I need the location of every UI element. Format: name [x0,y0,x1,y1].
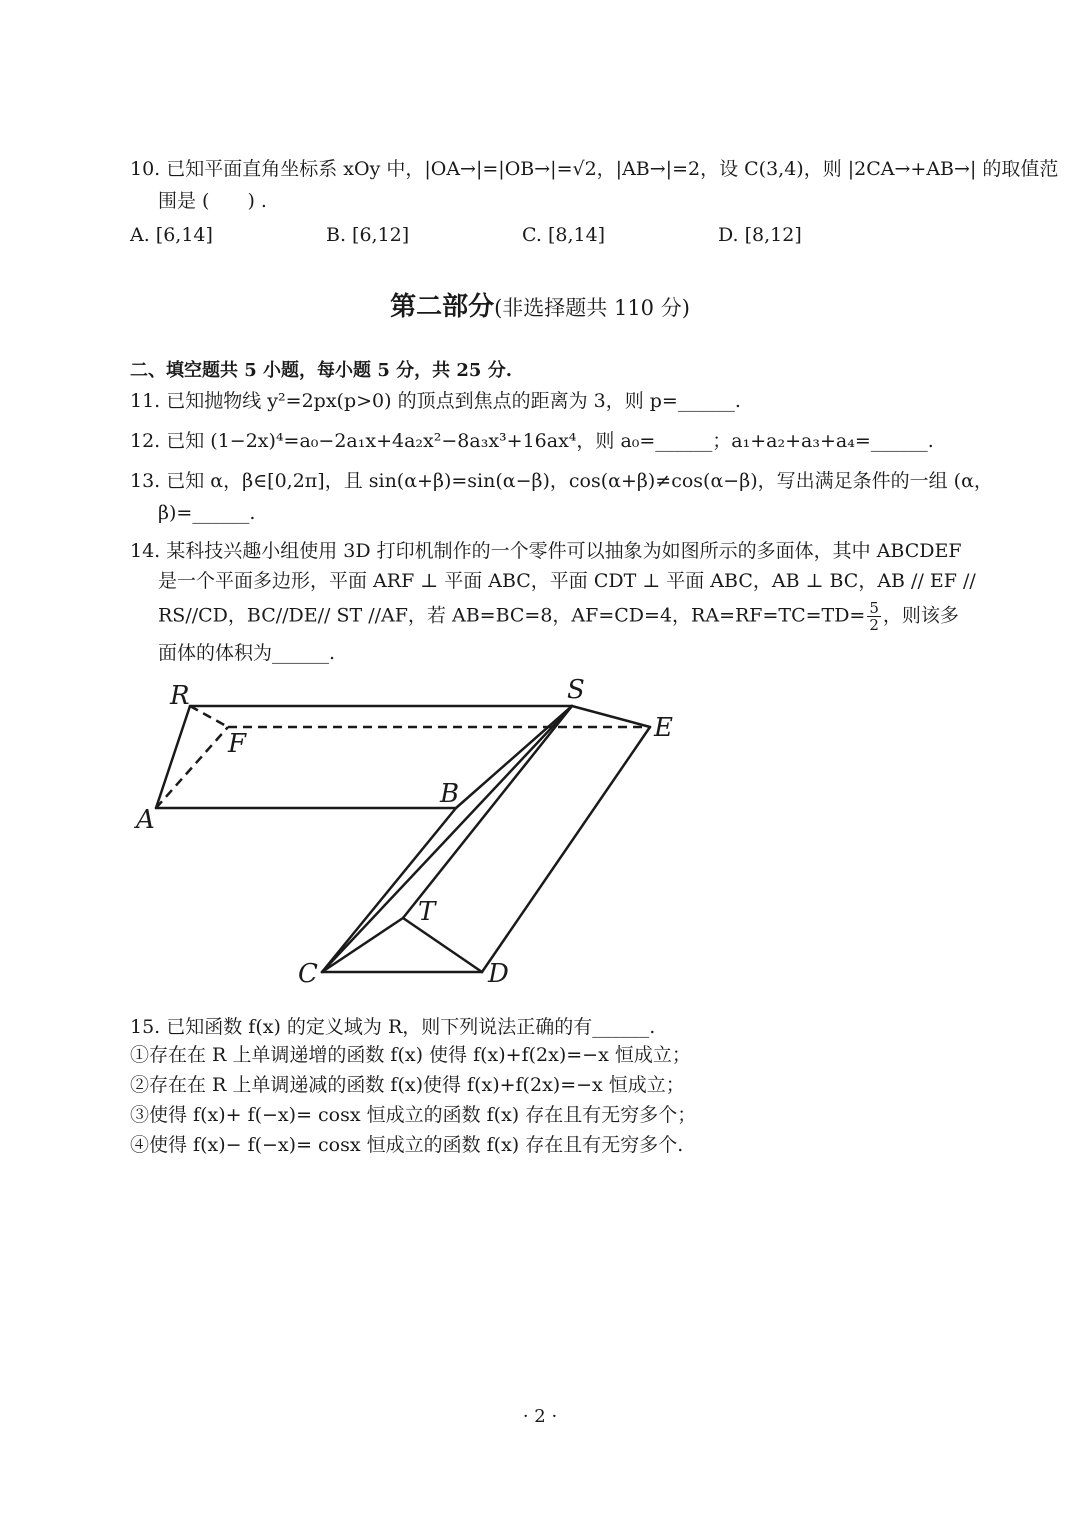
part2-subtitle: (非选择题共 110 分) [494,296,690,320]
q10-line2: 围是 ( ) . [158,190,267,212]
q10-option-b: B. [6,12] [326,224,410,246]
edge-af-hidden [156,727,228,808]
q13-line1: 13. 已知 α，β∈[0,2π]，且 sin(α+β)=sin(α−β)，cos(α+β)≠cos(α−β)，写出满足条件的一组 (α， [130,470,993,492]
part2-title-main: 第二部分 [390,292,495,322]
q13-line2: β)=______. [158,502,256,524]
label-t: T [418,897,436,927]
edge-st [403,706,572,918]
edge-rf-hidden [190,706,228,727]
q15-item: ④使得 f(x)− f(−x)= cosx 恒成立的函数 f(x) 存在且有无穷多个. [130,1134,684,1156]
label-a: A [136,805,155,835]
section2-heading: 二、填空题共 5 小题，每小题 5 分，共 25 分. [130,360,512,381]
q10-option-d: D. [8,12] [718,224,802,246]
label-f: F [228,729,247,759]
edge-tc [322,918,403,972]
q15-item: ③使得 f(x)+ f(−x)= cosx 恒成立的函数 f(x) 存在且有无穷多个； [130,1104,697,1126]
label-s: S [567,675,585,705]
q10-line1: 10. 已知平面直角坐标系 xOy 中，|OA→|=|OB→|=√2，|AB→|=2，设 C(3,4)，则 |2CA→+AB→| 的取值范 [130,158,1059,180]
label-b: B [440,779,460,809]
q14-line2: 是一个平面多边形，平面 ARF ⊥ 平面 ABC，平面 CDT ⊥ 平面 ABC，AB ⊥ BC，AB // EF // [158,570,976,592]
q10-option-a: A. [6,14] [130,224,213,246]
edge-sb [456,706,572,808]
page-number: · 2 · [522,1406,558,1427]
fraction-denominator: 2 [869,616,879,634]
edge-td [403,918,482,972]
q15-stem: 15. 已知函数 f(x) 的定义域为 R，则下列说法正确的有______. [130,1016,656,1038]
q11: 11. 已知抛物线 y²=2px(p>0) 的顶点到焦点的距离为 3，则 p=______. [130,390,741,412]
label-r: R [170,681,190,711]
q14-line3-pre: RS//CD，BC//DE// ST //AF，若 AB=BC=8，AF=CD=4，RA=RF=TC=TD= [158,604,866,627]
q12: 12. 已知 (1−2x)⁴=a₀−2a₁x+4a₂x²−8a₃x³+16ax⁴，则 a₀=______；a₁+a₂+a₃+a₄=______. [130,430,934,452]
label-c: C [298,959,318,989]
q14-line3-post: ，则该多 [882,604,959,627]
q14-line4: 面体的体积为______. [158,642,336,664]
label-e: E [654,713,673,743]
edge-ra [156,706,190,808]
label-d: D [488,959,509,989]
q14-line1: 14. 某科技兴趣小组使用 3D 打印机制作的一个零件可以抽象为如图所示的多面体，其中 ABCDEF [130,540,962,562]
q15-item: ①存在在 R 上单调递增的函数 f(x) 使得 f(x)+f(2x)=−x 恒成立； [130,1044,691,1066]
edge-sc [322,706,572,972]
q10-option-c: C. [8,14] [522,224,606,246]
q15-item: ②存在在 R 上单调递减的函数 f(x)使得 f(x)+f(2x)=−x 恒成立； [130,1074,685,1096]
edge-se [572,706,650,727]
edge-bc [322,808,456,972]
fraction-numerator: 5 [869,599,879,617]
